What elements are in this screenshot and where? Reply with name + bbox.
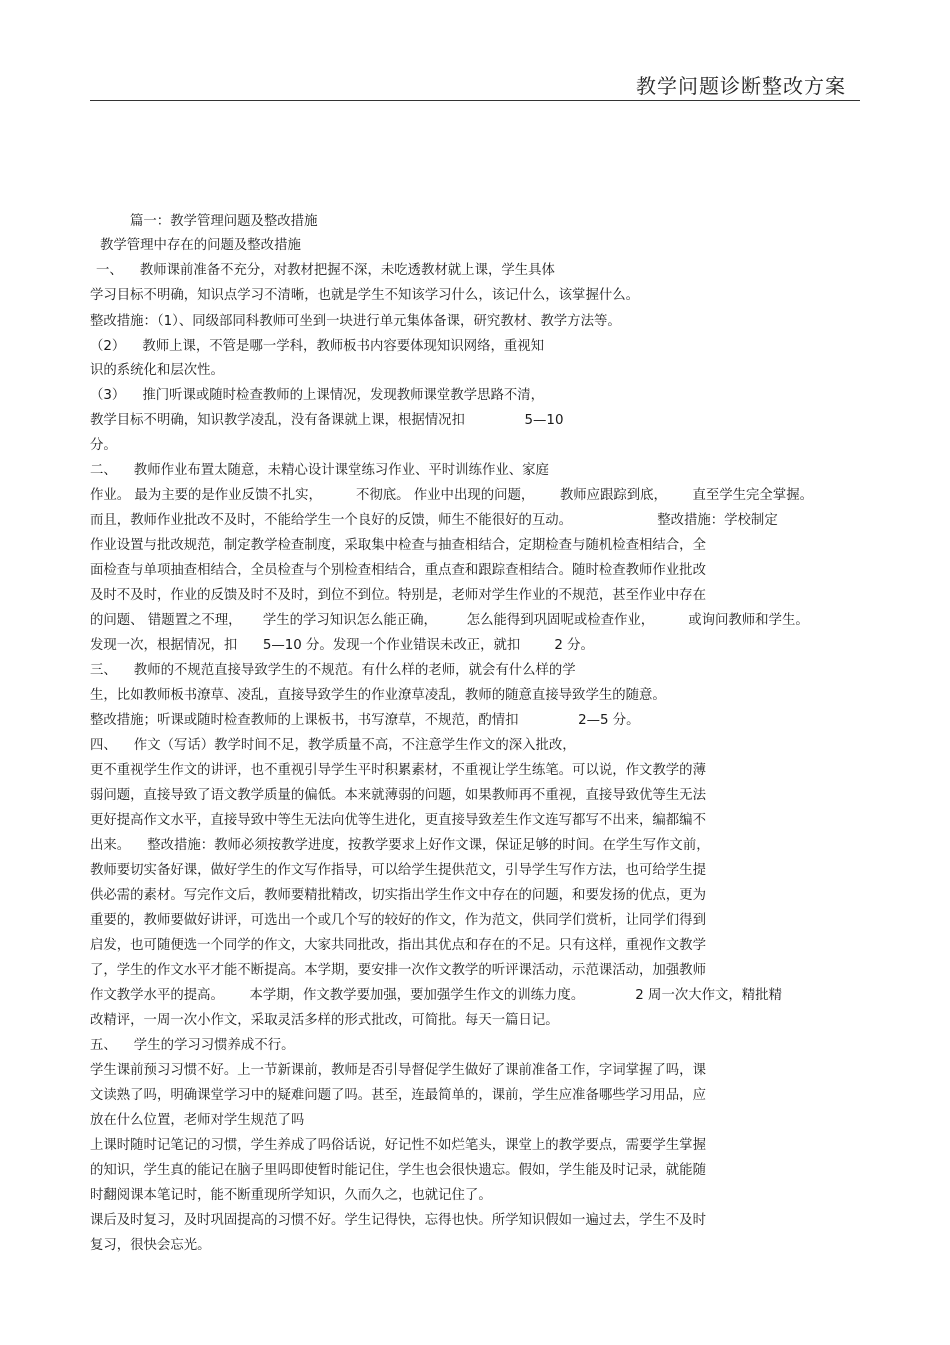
- text-line: 识的系统化和层次性。: [90, 363, 224, 378]
- text-line: 生，比如教师板书潦草、凌乱，直接导致学生的作业潦草凌乱，教师的随意直接导致学生的随意。: [90, 688, 666, 703]
- header-divider: [90, 100, 860, 101]
- text-line: 供必需的素材。写完作文后，教师要精批精改，切实指出学生作文中存在的问题，和要发扬的优点，更为: [90, 888, 706, 903]
- text-line: 及时不及时，作业的反馈及时不及时，到位不到位。特别是，老师对学生作业的不规范，甚至作业中存在: [90, 588, 706, 603]
- text-line: 发现一次，根据情况，扣 5—10 分。发现一个作业错误未改正，就扣 2 分。: [90, 638, 594, 653]
- text-line: 一、 教师课前准备不充分，对教材把握不深，未吃透教材就上课，学生具体: [96, 263, 555, 278]
- text-line: 的问题、 错题置之不理， 学生的学习知识怎么能正确， 怎么能得到巩固呢或检查作业， 或询问教师和学生。: [90, 613, 809, 628]
- text-line: 教学目标不明确，知识教学凌乱，没有备课就上课，根据情况扣 5—10: [90, 413, 564, 428]
- text-line: 时翻阅课本笔记时，能不断重现所学知识，久而久之，也就记住了。: [90, 1188, 492, 1203]
- text-line: 教学管理中存在的问题及整改措施: [100, 238, 301, 253]
- text-line: 放在什么位置，老师对学生规范了吗: [90, 1113, 305, 1128]
- text-line: 重要的，教师要做好讲评，可选出一个或几个写的较好的作文，作为范文，供同学们赏析，让同学们得到: [90, 913, 706, 928]
- text-line: （3） 推门听课或随时检查教师的上课情况，发现教师课堂教学思路不清，: [90, 388, 545, 403]
- text-line: 而且，教师作业批改不及时，不能给学生一个良好的反馈，师生不能很好的互动。 整改措施：学校制定: [90, 513, 778, 528]
- text-line: （2） 教师上课，不管是哪一学科，教师板书内容要体现知识网络，重视知: [90, 339, 545, 354]
- text-line: 作业设置与批改规范，制定教学检查制度，采取集中检查与抽查相结合，定期检查与随机检查相结合，全: [90, 538, 706, 553]
- text-line: 上课时随时记笔记的习惯，学生养成了吗俗话说，好记性不如烂笔头，课堂上的教学要点，需要学生掌握: [90, 1138, 706, 1153]
- text-line: 更不重视学生作文的讲评，也不重视引导学生平时积累素材，不重视让学生练笔。可以说，作文教学的薄: [90, 763, 706, 778]
- text-line: 出来。 整改措施：教师必须按教学进度，按教学要求上好作文课，保证足够的时间。在学生写作文前，: [90, 838, 710, 853]
- text-line: 的知识，学生真的能记在脑子里吗即使暂时能记住，学生也会很快遗忘。假如，学生能及时记录，就能随: [90, 1163, 706, 1178]
- text-line: 五、 学生的学习习惯养成不行。: [90, 1038, 295, 1053]
- text-line: 三、 教师的不规范直接导致学生的不规范。有什么样的老师，就会有什么样的学: [90, 663, 576, 678]
- text-line: 学生课前预习习惯不好。上一节新课前，教师是否引导督促学生做好了课前准备工作，字词掌握了吗，课: [90, 1063, 706, 1078]
- text-line: 二、 教师作业布置太随意，未精心设计课堂练习作业、平时训练作业、家庭: [90, 463, 549, 478]
- text-line: 整改措施：（1）、同级部同科教师可坐到一块进行单元集体备课，研究教材、教学方法等。: [90, 314, 621, 329]
- document-header-title: 教学问题诊断整改方案: [636, 74, 846, 98]
- text-line: 作文教学水平的提高。 本学期，作文教学要加强，要加强学生作文的训练力度。 2 周一次大作文，精批精: [90, 988, 782, 1003]
- text-line: 弱问题，直接导致了语文教学质量的偏低。本来就薄弱的问题，如果教师再不重视，直接导致优等生无法: [90, 788, 706, 803]
- text-line: 文读熟了吗，明确课堂学习中的疑难问题了吗。甚至，连最简单的，课前，学生应准备哪些学习用品，应: [90, 1088, 706, 1103]
- text-line: 复习，很快会忘光。: [90, 1238, 211, 1253]
- text-line: 学习目标不明确，知识点学习不清晰，也就是学生不知该学习什么，该记什么，该掌握什么。: [90, 288, 640, 303]
- text-line: 更好提高作文水平，直接导致中等生无法向优等生进化，更直接导致差生作文连写都写不出来，编都编不: [90, 813, 706, 828]
- text-line: 四、 作文（写话）教学时间不足，教学质量不高，不注意学生作文的深入批改，: [90, 738, 576, 753]
- text-line: 分。: [90, 438, 117, 453]
- text-line: 课后及时复习，及时巩固提高的习惯不好。学生记得快，忘得也快。所学知识假如一遍过去，学生不及时: [90, 1213, 706, 1228]
- text-line: 篇一：教学管理问题及整改措施: [130, 214, 318, 229]
- text-line: 教师要切实备好课，做好学生的作文写作指导，可以给学生提供范文，引导学生写作方法，也可给学生提: [90, 863, 706, 878]
- text-line: 作业。 最为主要的是作业反馈不扎实， 不彻底。 作业中出现的问题， 教师应跟踪到底， 直至学生完全掌握。: [90, 488, 813, 503]
- text-line: 改精评，一周一次小作文，采取灵活多样的形式批改，可简批。每天一篇日记。: [90, 1013, 559, 1028]
- text-line: 面检查与单项抽查相结合，全员检查与个别检查相结合，重点查和跟踪查相结合。随时检查教师作业批改: [90, 563, 706, 578]
- text-line: 启发，也可随便选一个同学的作文，大家共同批改，指出其优点和存在的不足。只有这样，重视作文教学: [90, 938, 706, 953]
- text-line: 了，学生的作文水平才能不断提高。本学期，要安排一次作文教学的听评课活动，示范课活动，加强教师: [90, 963, 706, 978]
- text-line: 整改措施；听课或随时检查教师的上课板书，书写潦草，不规范，酌情扣 2—5 分。: [90, 713, 640, 728]
